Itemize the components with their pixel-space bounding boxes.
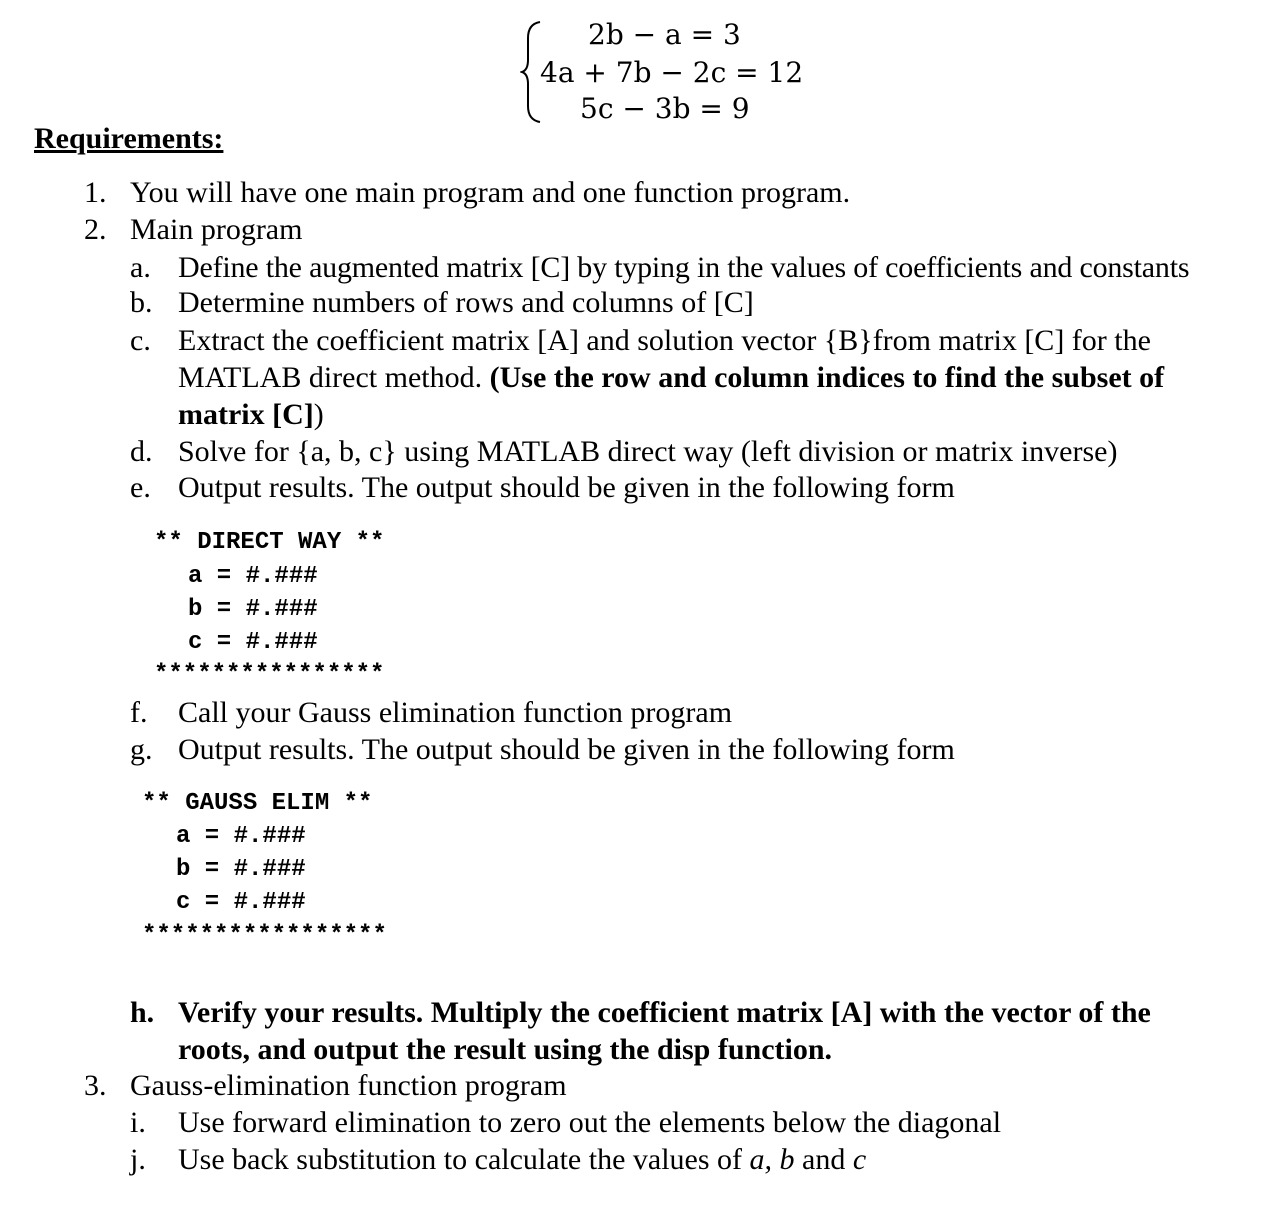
- equation-3: 5c − 3b = 9: [580, 92, 750, 125]
- gauss-block-line-a: a = #.###: [176, 823, 306, 850]
- item-c-line3-plain: ): [313, 398, 324, 431]
- item-e-text: Output results. The output should be given in the following form: [178, 471, 955, 504]
- item-g-label: g.: [130, 733, 153, 766]
- direct-block-footer: ****************: [154, 661, 385, 688]
- item-g-text: Output results. The output should be given in the following form: [178, 733, 955, 766]
- item-j-var-c: c: [852, 1143, 867, 1176]
- item-b-label: b.: [130, 286, 153, 319]
- item-c-line3-bold: matrix [C]: [178, 398, 314, 431]
- item-2-text: Main program: [130, 213, 303, 246]
- item-j-and: and: [794, 1143, 853, 1176]
- item-c-line3: [178, 396, 324, 433]
- direct-block-line-b: b = #.###: [188, 596, 318, 623]
- equation-1: 2b − a = 3: [588, 18, 741, 51]
- item-d-label: d.: [130, 435, 153, 468]
- item-f-text: Call your Gauss elimination function program: [178, 696, 733, 729]
- item-a-label: a.: [130, 251, 151, 284]
- requirements-heading: Requirements:: [34, 122, 224, 155]
- direct-block-line-c: c = #.###: [188, 629, 318, 656]
- item-c-line2-bold: (Use the row and column indices to find the subset of: [489, 361, 1165, 394]
- item-j-label: j.: [130, 1143, 146, 1176]
- item-h-line1: Verify your results. Multiply the coefficient matrix [A] with the vector of the: [178, 996, 1151, 1029]
- item-j-text: [178, 1141, 866, 1178]
- item-c-line1: Extract the coefficient matrix [A] and solution vector {B}from matrix [C] for the: [178, 324, 1151, 357]
- item-3-number: 3.: [84, 1069, 107, 1102]
- item-h-line2: roots, and output the result using the disp function.: [178, 1033, 833, 1066]
- item-2-number: 2.: [84, 213, 107, 246]
- item-d-text: Solve for {a, b, c} using MATLAB direct way (left division or matrix inverse): [178, 435, 1118, 468]
- item-f-label: f.: [130, 696, 148, 729]
- equation-2: 4a + 7b − 2c = 12: [540, 56, 804, 89]
- item-3-text: Gauss-elimination function program: [130, 1069, 567, 1102]
- direct-block-header: ** DIRECT WAY **: [154, 529, 385, 556]
- gauss-block-line-b: b = #.###: [176, 856, 306, 883]
- item-j-var-a: a,: [749, 1143, 773, 1176]
- item-c-line2-plain: MATLAB direct method.: [178, 361, 490, 394]
- gauss-block-line-c: c = #.###: [176, 889, 306, 916]
- gauss-block-header: ** GAUSS ELIM **: [142, 790, 373, 817]
- gauss-block-footer: *****************: [142, 922, 387, 949]
- item-1-number: 1.: [84, 176, 107, 209]
- item-1-text: You will have one main program and one function program.: [130, 176, 851, 209]
- item-h-label: h.: [130, 996, 155, 1029]
- item-c-line2: [178, 359, 1164, 396]
- equation-brace: [520, 20, 542, 124]
- item-e-label: e.: [130, 471, 151, 504]
- item-c-label: c.: [130, 324, 151, 357]
- item-a-text: Define the augmented matrix [C] by typing in the values of coefficients and constants: [178, 251, 1190, 284]
- item-i-label: i.: [130, 1106, 146, 1139]
- item-i-text: Use forward elimination to zero out the elements below the diagonal: [178, 1106, 1002, 1139]
- direct-block-line-a: a = #.###: [188, 563, 318, 590]
- item-j-prefix: Use back substitution to calculate the values of: [178, 1143, 750, 1176]
- item-b-text: Determine numbers of rows and columns of [C]: [178, 286, 754, 319]
- item-j-var-b: b: [779, 1143, 795, 1176]
